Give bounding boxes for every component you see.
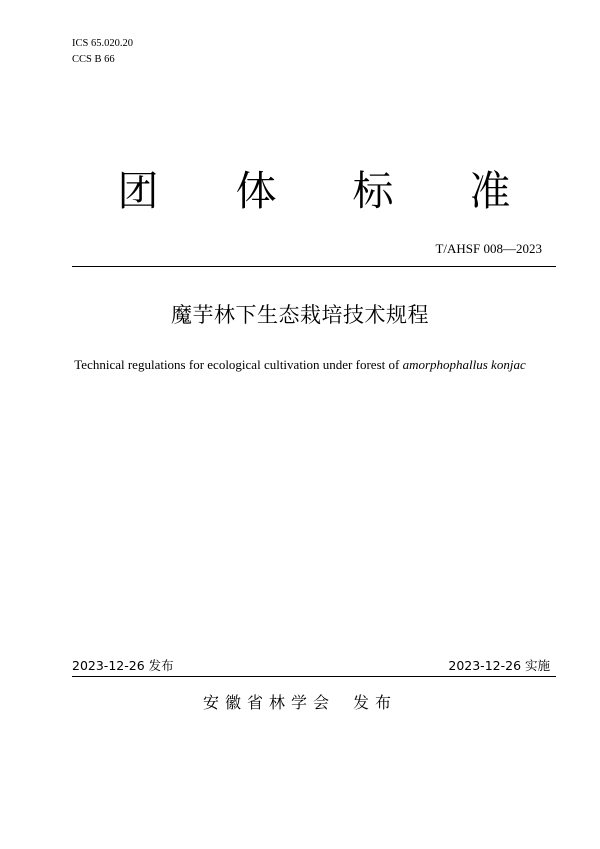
top-divider <box>72 266 556 267</box>
ics-code: ICS 65.020.20 <box>72 38 133 49</box>
title-english-species: amorphophallus konjac <box>402 357 526 372</box>
standard-type-char-2: 体 <box>235 167 277 215</box>
title-english-text: Technical regulations for ecological cultivation under forest of <box>74 357 403 372</box>
standard-type-char-4: 准 <box>469 167 511 215</box>
classification-codes <box>72 36 133 68</box>
title-chinese: 魔芋林下生态栽培技术规程 <box>171 303 429 327</box>
ccs-code: CCS B 66 <box>72 54 115 65</box>
standard-type-char-3: 标 <box>352 167 394 215</box>
publisher-action: 发布 <box>353 693 398 712</box>
bottom-divider <box>72 676 556 677</box>
publisher-organization: 安徽省林学会 <box>202 693 335 712</box>
issue-date: 2023-12-26 发布 <box>72 658 174 673</box>
standard-type-heading <box>0 163 600 219</box>
publisher-line <box>0 691 600 715</box>
title-english <box>0 356 600 374</box>
standard-type-char-1: 团 <box>117 167 159 215</box>
standard-number: T/AHSF 008—2023 <box>435 241 542 256</box>
implementation-date: 2023-12-26 实施 <box>448 658 550 673</box>
